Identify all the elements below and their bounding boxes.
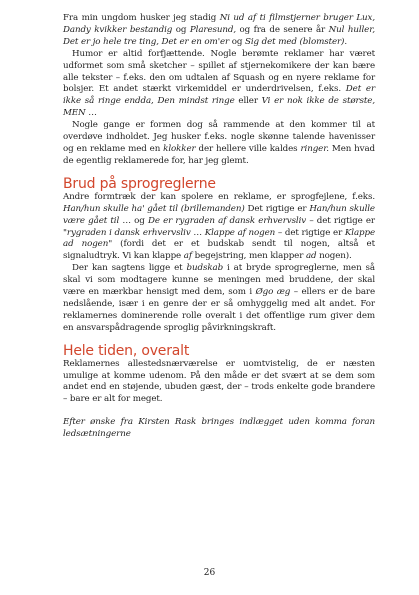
paragraph-humor: Humor er altid forfjættende. Nogle berømte reklamer har været udformet som små sketcher – spillet af stjernekomikere der kan bære alle tekster – f.eks. den om udtalen af Squash og en nyere reklame for bolsjer. Et andet stærkt virkemiddel er underdrivelsen, f.eks. Det er ikke så ringe endda, Den mindst ringe eller Vi er nok ikke de største, MEN …: [63, 48, 375, 119]
italic-phrase: Plaresund,: [189, 24, 236, 35]
italic-phrase: De er rygraden af dansk erhvervsliv: [147, 215, 307, 226]
italic-phrase: Klappe ad nogen: [63, 227, 375, 250]
italic-phrase: ringer.: [300, 143, 329, 154]
italic-phrase: Øgo æg: [255, 287, 291, 298]
italic-phrase: Efter ønske fra Kirsten Rask bringes indlægget uden komma foran ledsætningerne: [63, 417, 375, 440]
italic-phrase: budskab: [186, 263, 224, 274]
italic-phrase: klokker: [163, 143, 196, 154]
paragraph-intro: Fra min ungdom husker jeg stadig Ni ud af ti filmstjerner bruger Lux, Dandy kvikker bestandig og Plaresund, og fra de senere år Nul huller, Det er jo hele tre ting, Det er en om'er og Sig det med (blomster).: [63, 13, 376, 47]
italic-phrase: Sig det med (blomster).: [245, 36, 348, 47]
italic-phrase: Nul huller, Det er jo hele tre ting, Det er en om'er: [63, 24, 375, 47]
paragraph-hele-tiden: Reklamernes allestedsnærværelse er uomtvistelig, de er næsten umulige at komme udenom. På den måde er det svært at se dem som andet end en støjende, ubuden gæst, der – trods enkelte gode brandere – bare er alt for meget.: [63, 358, 375, 405]
paragraph-brud-2: Der kan sagtens ligge et budskab i at bryde sprogreglerne, men så skal vi som modtagere kunne se meningen med bruddene, der skal være en mærkbar hensigt med dem, som i Øgo æg – ellers er de bare nedslående, især i en genre der er så omhyggelig med alt andet. For reklamernes dominerende rolle overalt i det offentlige rum giver dem en ansvarspådragende sproglig påvirkningskraft.: [63, 263, 375, 333]
editor-note: [63, 417, 375, 441]
paragraph-rimming: Nogle gange er formen dog så rammende at den kommer til at overdøve indholdet. Jeg husker f.eks. nogle skønne talende havenisser og en reklame med en klokker der hellere ville kaldes ringer. Men hvad de egentlig reklamerede for, har jeg glemt.: [63, 120, 376, 166]
italic-phrase: Det er ikke så ringe endda, Den mindst ringe: [63, 84, 375, 107]
italic-phrase: Ni ud af ti filmstjerner bruger Lux, Dandy kvikker bestandig: [63, 13, 376, 35]
section-heading-hele-tiden: Hele tiden, overalt: [63, 342, 190, 359]
italic-phrase: "rygraden i dansk erhvervsliv … Klappe af nogen: [63, 227, 276, 238]
italic-phrase: Vi er nok ikke de største, MEN …: [63, 96, 375, 119]
italic-phrase: Han/hun skulle ha' gået til (brillemanden): [63, 203, 245, 214]
italic-phrase: af: [183, 251, 192, 262]
paragraph-brud-1: Andre formtræk der kan spolere en reklame, er sprogfejlene, f.eks. Han/hun skulle ha' gået til (brillemanden) Det rigtige er Han/hun skulle være gået til … og De er rygraden af dansk erhvervsliv – det rigtige er "rygraden i dansk erhvervsliv … Klappe af nogen – det rigtige er Klappe ad nogen" (fordi det er et budskab sendt til nogen, altså et signaludtryk. Vi kan klappe af begejstring, men klapper ad nogen).: [63, 191, 375, 262]
italic-phrase: Han/hun skulle være gået til …: [63, 203, 375, 226]
page-number: 26: [203, 568, 216, 578]
section-heading-brud: Brud på sprogreglerne: [63, 175, 216, 192]
italic-phrase: ad: [305, 251, 317, 262]
